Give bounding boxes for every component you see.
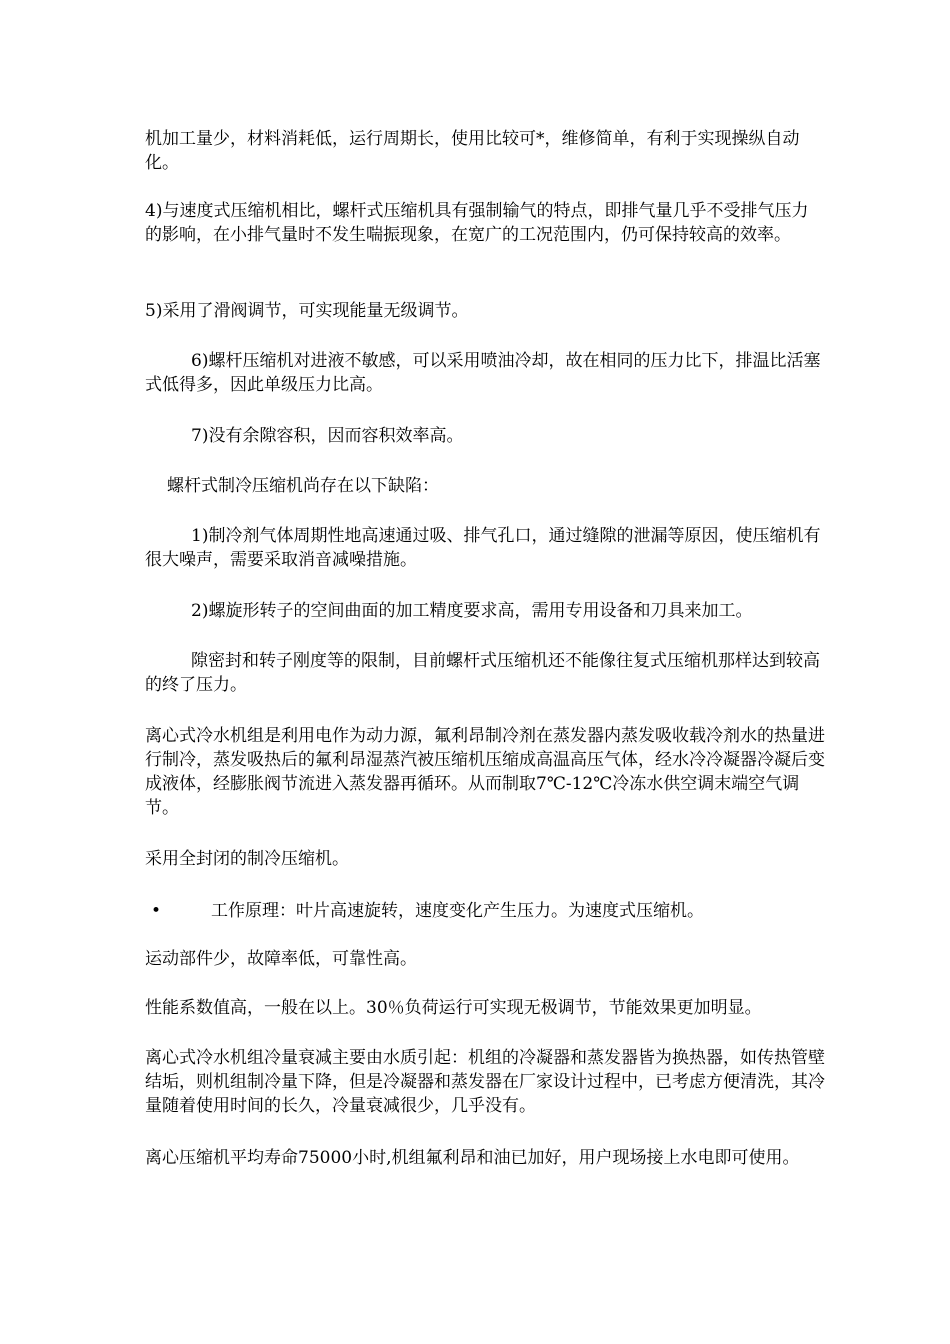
- paragraph-item-5: 5)采用了滑阀调节，可实现能量无级调节。: [145, 301, 469, 321]
- paragraph-centrifugal-chiller: 离心式冷水机组是利用电作为动力源，氟利昂制冷剂在蒸发器内蒸发吸收载冷剂水的热量进行制冷，蒸发吸热后的氟利昂湿蒸汽被压缩机压缩成高温高压气体，经水冷冷凝器冷凝后变成液体，经膨胀阀节流进入蒸发器再循环。从而制取7℃-12℃冷冻水供空调末端空气调节。: [145, 726, 825, 818]
- bullet-text: 工作原理：叶片高速旋转，速度变化产生压力。为速度式压缩机。: [211, 901, 704, 921]
- paragraph-item-4: 4)与速度式压缩机相比，螺杆式压缩机具有强制输气的特点，即排气量几乎不受排气压力的影响，在小排气量时不发生喘振现象，在宽广的工况范围内，仍可保持较高的效率。: [145, 201, 809, 245]
- paragraph-performance: 性能系数值高，一般在以上。30％负荷运行可实现无极调节，节能效果更加明显。: [145, 998, 762, 1018]
- paragraph-seal-limit: 隙密封和转子刚度等的限制，目前螺杆式压缩机还不能像往复式压缩机那样达到较高的终了压力。: [145, 651, 820, 695]
- bullet-dot: •: [151, 901, 162, 921]
- paragraph-capacity-decay: 离心式冷水机组冷量衰减主要由水质引起：机组的冷凝器和蒸发器皆为换热器，如传热管壁结垢，则机组制冷量下降，但是冷凝器和蒸发器在厂家设计过程中，已考虑方便清洗，其冷量随着使用时间的长久，冷量衰减很少，几乎没有。: [145, 1048, 825, 1116]
- paragraph-defect-1: 1)制冷剂气体周期性地高速通过吸、排气孔口，通过缝隙的泄漏等原因，使压缩机有很大噪声，需要采取消音减噪措施。: [145, 526, 821, 570]
- paragraph-defect-2: 2)螺旋形转子的空间曲面的加工精度要求高，需用专用设备和刀具来加工。: [191, 601, 753, 621]
- paragraph-machining: 机加工量少，材料消耗低，运行周期长，使用比较可*，维修简单，有利于实现操纵自动化。: [145, 129, 800, 173]
- paragraph-item-7: 7)没有余隙容积，因而容积效率高。: [191, 426, 464, 446]
- paragraph-item-6: 6)螺杆压缩机对进液不敏感，可以采用喷油冷却，故在相同的压力比下，排温比活塞式低得多，因此单级压力比高。: [145, 351, 821, 395]
- paragraph-lifespan: 离心压缩机平均寿命75000小时,机组氟利昂和油已加好，用户现场接上水电即可使用。: [145, 1148, 800, 1168]
- paragraph-defects-heading: 螺杆式制冷压缩机尚存在以下缺陷：: [167, 476, 439, 496]
- paragraph-hermetic: 采用全封闭的制冷压缩机。: [145, 849, 349, 869]
- paragraph-moving-parts: 运动部件少，故障率低，可靠性高。: [145, 949, 417, 969]
